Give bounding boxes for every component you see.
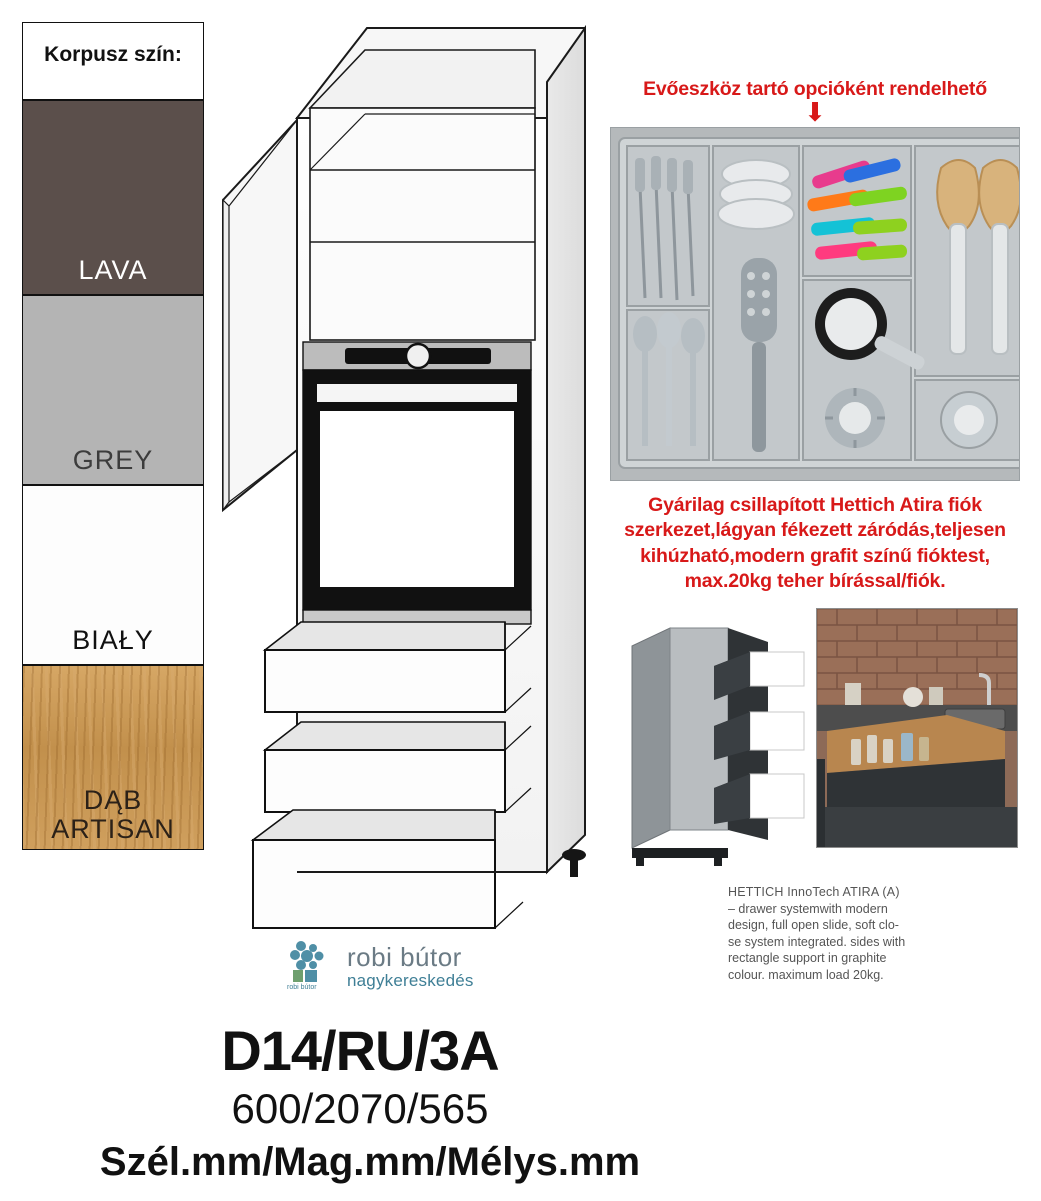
- logo-mark-icon: [281, 938, 341, 1000]
- logo-line-1: robi bútor: [347, 942, 462, 972]
- swatch-dab-label-line2: ARTISAN: [51, 813, 175, 844]
- swatch-header: [22, 22, 204, 100]
- swatch-grey-label: GREY: [72, 445, 154, 475]
- caption-line-3: kihúzható,modern grafit színű fióktest,: [640, 544, 990, 567]
- logo-text: [347, 942, 474, 991]
- footnote-line-2: – drawer systemwith modern: [728, 901, 888, 916]
- footnote-line-3: design, full open slide, soft clo-: [728, 918, 899, 933]
- product-code: D14/RU/3A: [221, 1019, 499, 1082]
- swatch-dab-artisan-label: [23, 786, 203, 843]
- dimension-legend: Szél.mm/Mag.mm/Mélys.mm: [99, 1140, 641, 1184]
- cabinet-technical-drawing: [205, 10, 620, 940]
- swatch-header-label: Korpusz szín:: [44, 43, 182, 66]
- right-info-column: [600, 78, 1030, 983]
- footnote-line-4: se system integrated. sides with: [728, 934, 906, 949]
- footnote-line-5: rectangle support in graphite: [728, 951, 887, 966]
- logo-line-2: nagykereskedés: [347, 971, 474, 990]
- footnote-line-6: colour. maximum load 20kg.: [728, 967, 884, 982]
- product-dimensions: 600/2070/565: [231, 1085, 489, 1132]
- footnote-line-1: HETTICH InnoTech ATIRA (A): [728, 885, 900, 900]
- swatch-dab-artisan[interactable]: [22, 665, 204, 850]
- drawer-photo-row: [600, 608, 1030, 878]
- cutlery-tray-title: Evőeszköz tartó opcióként rendelhető: [643, 78, 987, 100]
- brand-logo: [277, 938, 507, 1002]
- caption-line-4: max.20kg teher bírással/fiók.: [684, 570, 946, 593]
- caption-line-1: Gyárilag csillapított Hettich Atira fiók: [648, 494, 982, 516]
- caption-line-2: szerkezet,lágyan fékezett záródás,teljesen: [624, 519, 1006, 542]
- logo-mark-subtext: robi bútor: [287, 984, 317, 991]
- swatch-lava[interactable]: [22, 100, 204, 295]
- swatch-lava-label: LAVA: [78, 255, 148, 285]
- swatch-grey[interactable]: [22, 295, 204, 485]
- kitchen-interior-photo: [816, 608, 1018, 848]
- colour-swatch-column: [22, 22, 204, 850]
- down-arrow-icon: ⬇: [804, 97, 826, 127]
- drawer-system-caption: [600, 493, 1030, 594]
- drawer-cabinet-photo: [618, 608, 808, 873]
- hettich-footnote: [728, 884, 978, 983]
- swatch-bialy[interactable]: [22, 485, 204, 665]
- swatch-dab-label-line1: DĄB: [83, 785, 143, 816]
- swatch-bialy-label: BIAŁY: [72, 625, 154, 655]
- cutlery-tray-photo: [610, 127, 1020, 481]
